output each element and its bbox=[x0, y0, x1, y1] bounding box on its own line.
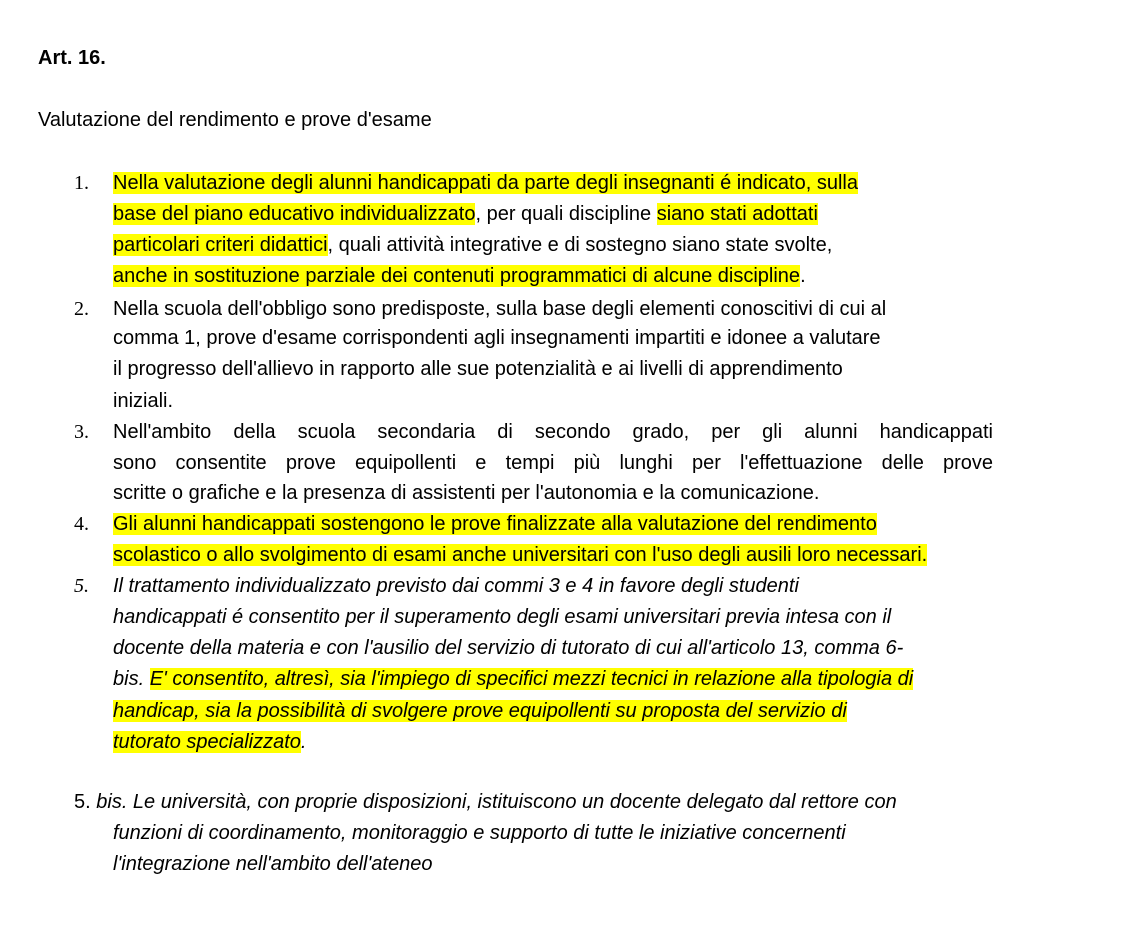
item-number: 1. bbox=[74, 172, 89, 194]
item-line bbox=[113, 326, 881, 350]
item-line bbox=[113, 171, 858, 195]
item-5-bis-first-line bbox=[74, 790, 897, 814]
article-subtitle: Valutazione del rendimento e prove d'esame bbox=[38, 109, 432, 131]
item-line bbox=[113, 699, 847, 723]
text-segment: bis. Le università, con proprie disposizioni, istituiscono un docente delegato dal rettore con bbox=[96, 791, 897, 813]
highlighted-text: base del piano educativo individualizzato bbox=[113, 203, 476, 225]
text-segment: Nell'ambito della scuola secondaria di secondo grado, per gli alunni handicappati bbox=[113, 421, 993, 443]
item-number: 4. bbox=[74, 513, 89, 535]
highlighted-text: tutorato specializzato bbox=[113, 731, 301, 753]
item-line bbox=[113, 233, 832, 257]
highlighted-text: Gli alunni handicappati sostengono le prove finalizzate alla valutazione del rendimento bbox=[113, 513, 877, 535]
text-segment: docente della materia e con l'ausilio del servizio di tutorato di cui all'articolo 13, comma 6- bbox=[113, 637, 904, 659]
text-segment: , quali attività integrative e di sostegno siano state svolte, bbox=[327, 234, 833, 256]
text-segment: scritte o grafiche e la presenza di assistenti per l'autonomia e la comunicazione. bbox=[113, 482, 820, 504]
item-line: l'integrazione nell'ambito dell'ateneo bbox=[113, 853, 433, 875]
text-segment: sono consentite prove equipollenti e tempi più lunghi per l'effettuazione delle prove bbox=[113, 452, 993, 474]
item-line bbox=[113, 297, 886, 321]
item-line bbox=[113, 574, 799, 598]
item-line bbox=[113, 202, 818, 226]
item-line bbox=[113, 481, 819, 505]
text-segment: handicappati é consentito per il superamento degli esami universitari previa intesa con il bbox=[113, 606, 892, 628]
text-segment: bis. bbox=[113, 668, 150, 690]
item-line bbox=[113, 389, 173, 413]
text-segment: Nella scuola dell'obbligo sono predisposte, sulla base degli elementi conoscitivi di cui al bbox=[113, 298, 887, 320]
highlighted-text: scolastico o allo svolgimento di esami anche universitari con l'uso degli ausili loro necessari. bbox=[113, 544, 928, 566]
item-number: 2. bbox=[74, 298, 89, 320]
text-segment: . bbox=[800, 265, 806, 287]
item-line bbox=[113, 730, 306, 754]
highlighted-text: anche in sostituzione parziale dei contenuti programmatici di alcune discipline bbox=[113, 265, 801, 287]
item-number: 5. bbox=[74, 791, 97, 813]
text-segment: iniziali. bbox=[113, 390, 174, 412]
item-line bbox=[113, 605, 891, 629]
text-segment: . bbox=[300, 731, 307, 753]
item-number: 3. bbox=[74, 421, 89, 443]
item-line bbox=[113, 451, 993, 475]
item-number: 5. bbox=[74, 575, 89, 597]
highlighted-text: E' consentito, altresì, sia l'impiego di specifici mezzi tecnici in relazione alla tipologia di bbox=[149, 668, 914, 690]
text-segment: il progresso dell'allievo in rapporto alle sue potenzialità e ai livelli di apprendimento bbox=[113, 358, 843, 380]
highlighted-text: Nella valutazione degli alunni handicappati da parte degli insegnanti é indicato, sulla bbox=[113, 172, 858, 194]
article-title: Art. 16. bbox=[38, 47, 106, 69]
highlighted-text: handicap, sia la possibilità di svolgere prove equipollenti su proposta del servizio di bbox=[113, 700, 847, 722]
item-line bbox=[113, 264, 806, 288]
text-segment: , per quali discipline bbox=[475, 203, 657, 225]
highlighted-text: siano stati adottati bbox=[656, 203, 818, 225]
item-line bbox=[113, 420, 993, 444]
text-segment: comma 1, prove d'esame corrispondenti agli insegnamenti impartiti e idonee a valutare bbox=[113, 327, 881, 349]
item-line bbox=[113, 636, 903, 660]
item-line bbox=[113, 512, 877, 536]
item-line bbox=[113, 667, 913, 691]
item-line: funzioni di coordinamento, monitoraggio e supporto di tutte le iniziative concernenti bbox=[113, 822, 846, 844]
item-line bbox=[113, 357, 843, 381]
item-line bbox=[113, 543, 927, 567]
highlighted-text: particolari criteri didattici bbox=[113, 234, 328, 256]
text-segment: Il trattamento individualizzato previsto dai commi 3 e 4 in favore degli studenti bbox=[113, 575, 799, 597]
